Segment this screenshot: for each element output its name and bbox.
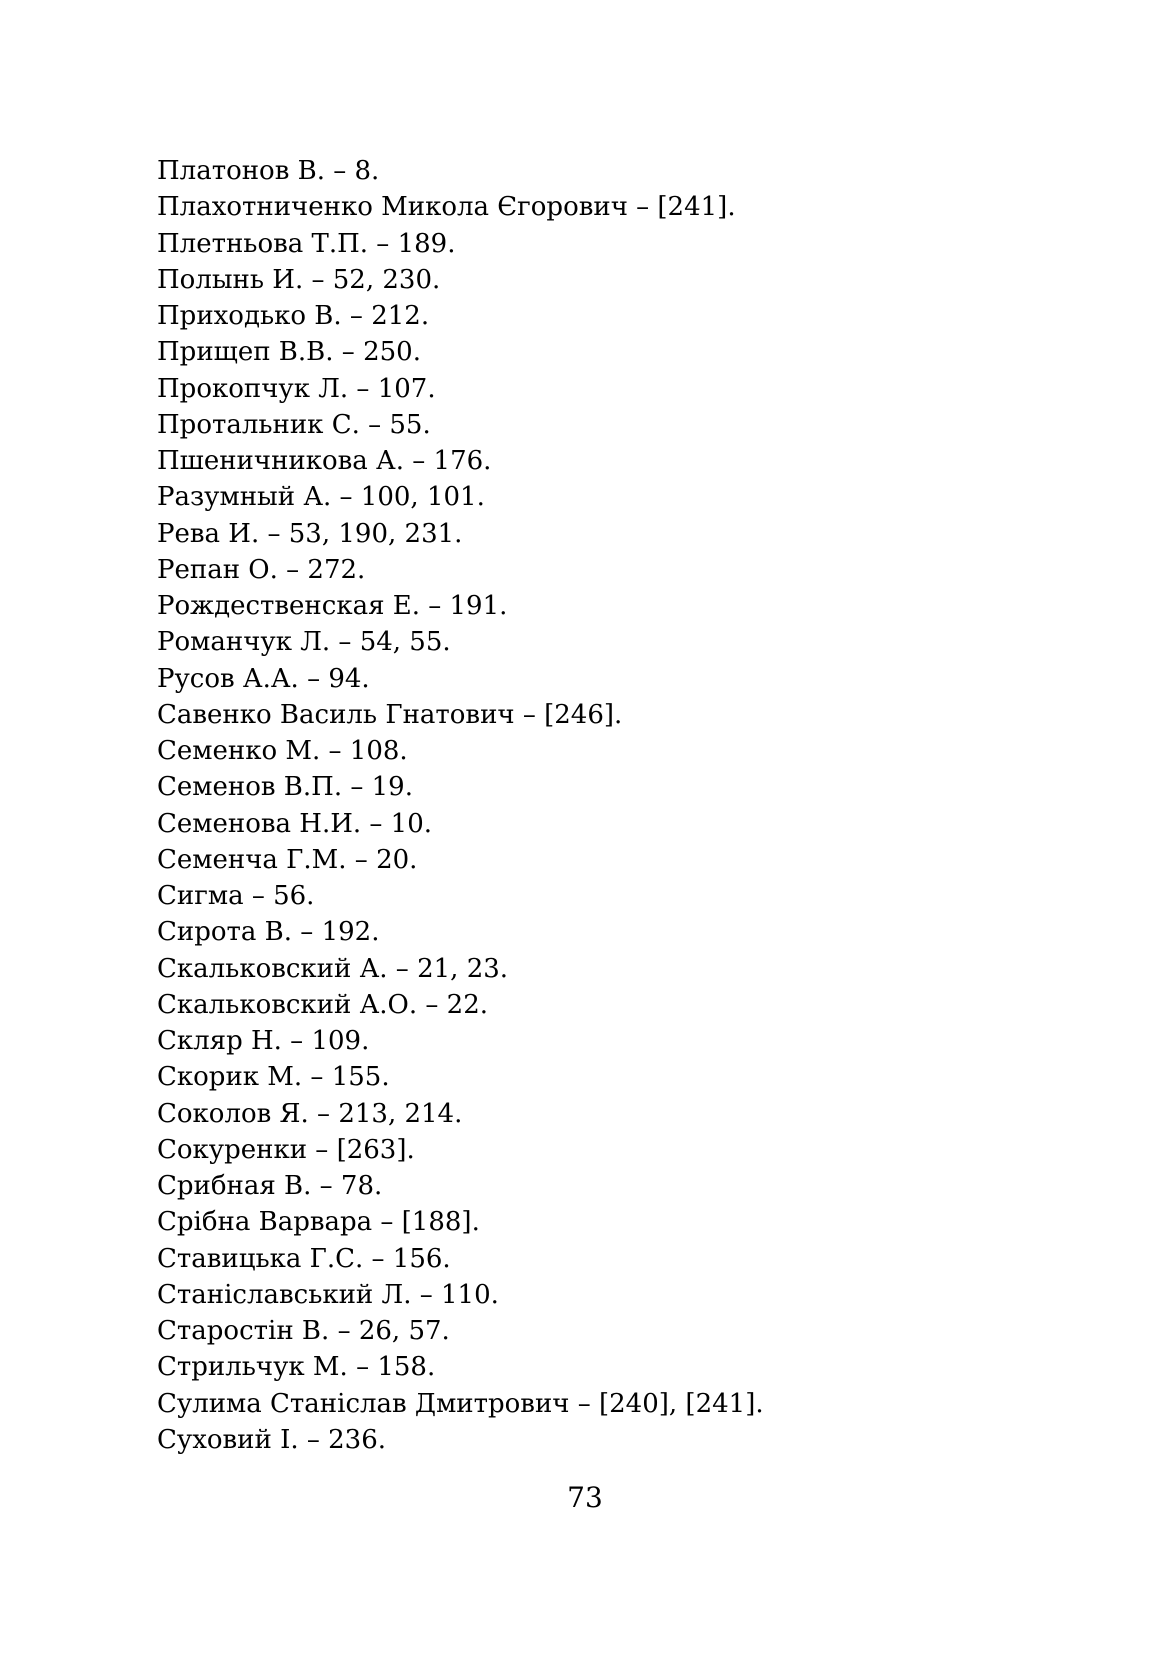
index-entry: Скляр Н. – 109. [157, 1026, 370, 1056]
index-entry: Срібна Варвара – [188]. [157, 1207, 480, 1238]
page-number: 73 [567, 1481, 603, 1514]
index-entry: Романчук Л. – 54, 55. [157, 627, 451, 658]
index-entry: Семенова Н.И. – 10. [157, 808, 433, 839]
index-entry: Суховий І. – 236. [157, 1424, 387, 1455]
index-entry: Сулима Станіслав Дмитрович – [240], [241]. [157, 1388, 764, 1419]
index-entry: Сокуренки – [263]. [157, 1134, 415, 1165]
index-entry: Соколов Я. – 213, 214. [157, 1098, 463, 1129]
index-entry: Семенча Г.М. – 20. [157, 844, 418, 875]
index-entry: Разумный А. – 100, 101. [157, 482, 485, 513]
index-entry: Пшеничникова А. – 176. [157, 446, 492, 476]
index-entry: Прокопчук Л. – 107. [157, 373, 436, 404]
index-entry: Русов А.А. – 94. [157, 663, 370, 694]
index-entry: Протальник С. – 55. [157, 409, 431, 440]
index-entry: Стрильчук М. – 158. [157, 1352, 436, 1383]
index-entry: Сигма – 56. [157, 881, 315, 911]
index-entry: Семенко М. – 108. [157, 736, 408, 766]
index-entry: Приходько В. – 212. [157, 301, 430, 331]
index-entry: Скальковский А. – 21, 23. [157, 953, 509, 984]
index-entry: Скальковский А.О. – 22. [157, 989, 489, 1020]
name-index-list [157, 153, 764, 1458]
index-entry: Репан О. – 272. [157, 554, 366, 585]
index-entry: Прищеп В.В. – 250. [157, 337, 421, 368]
index-entry: Платонов В. – 8. [157, 156, 380, 186]
index-entry: Рева И. – 53, 190, 231. [157, 518, 463, 549]
index-entry: Рождественская Е. – 191. [157, 591, 508, 621]
index-entry: Савенко Василь Гнатович – [246]. [157, 699, 623, 730]
index-entry: Плахотниченко Микола Єгорович – [241]. [157, 192, 736, 223]
index-entry: Ставицька Г.С. – 156. [157, 1243, 451, 1274]
index-entry: Старостін В. – 26, 57. [157, 1316, 450, 1346]
index-entry: Полынь И. – 52, 230. [157, 264, 441, 295]
index-entry: Сирота В. – 192. [157, 917, 380, 948]
index-entry: Срибная В. – 78. [157, 1171, 383, 1201]
index-entry: Скорик М. – 155. [157, 1062, 390, 1093]
index-entry: Семенов В.П. – 19. [157, 772, 413, 803]
index-entry: Станіславський Л. – 110. [157, 1279, 499, 1310]
index-entry: Плетньова Т.П. – 189. [157, 228, 456, 259]
